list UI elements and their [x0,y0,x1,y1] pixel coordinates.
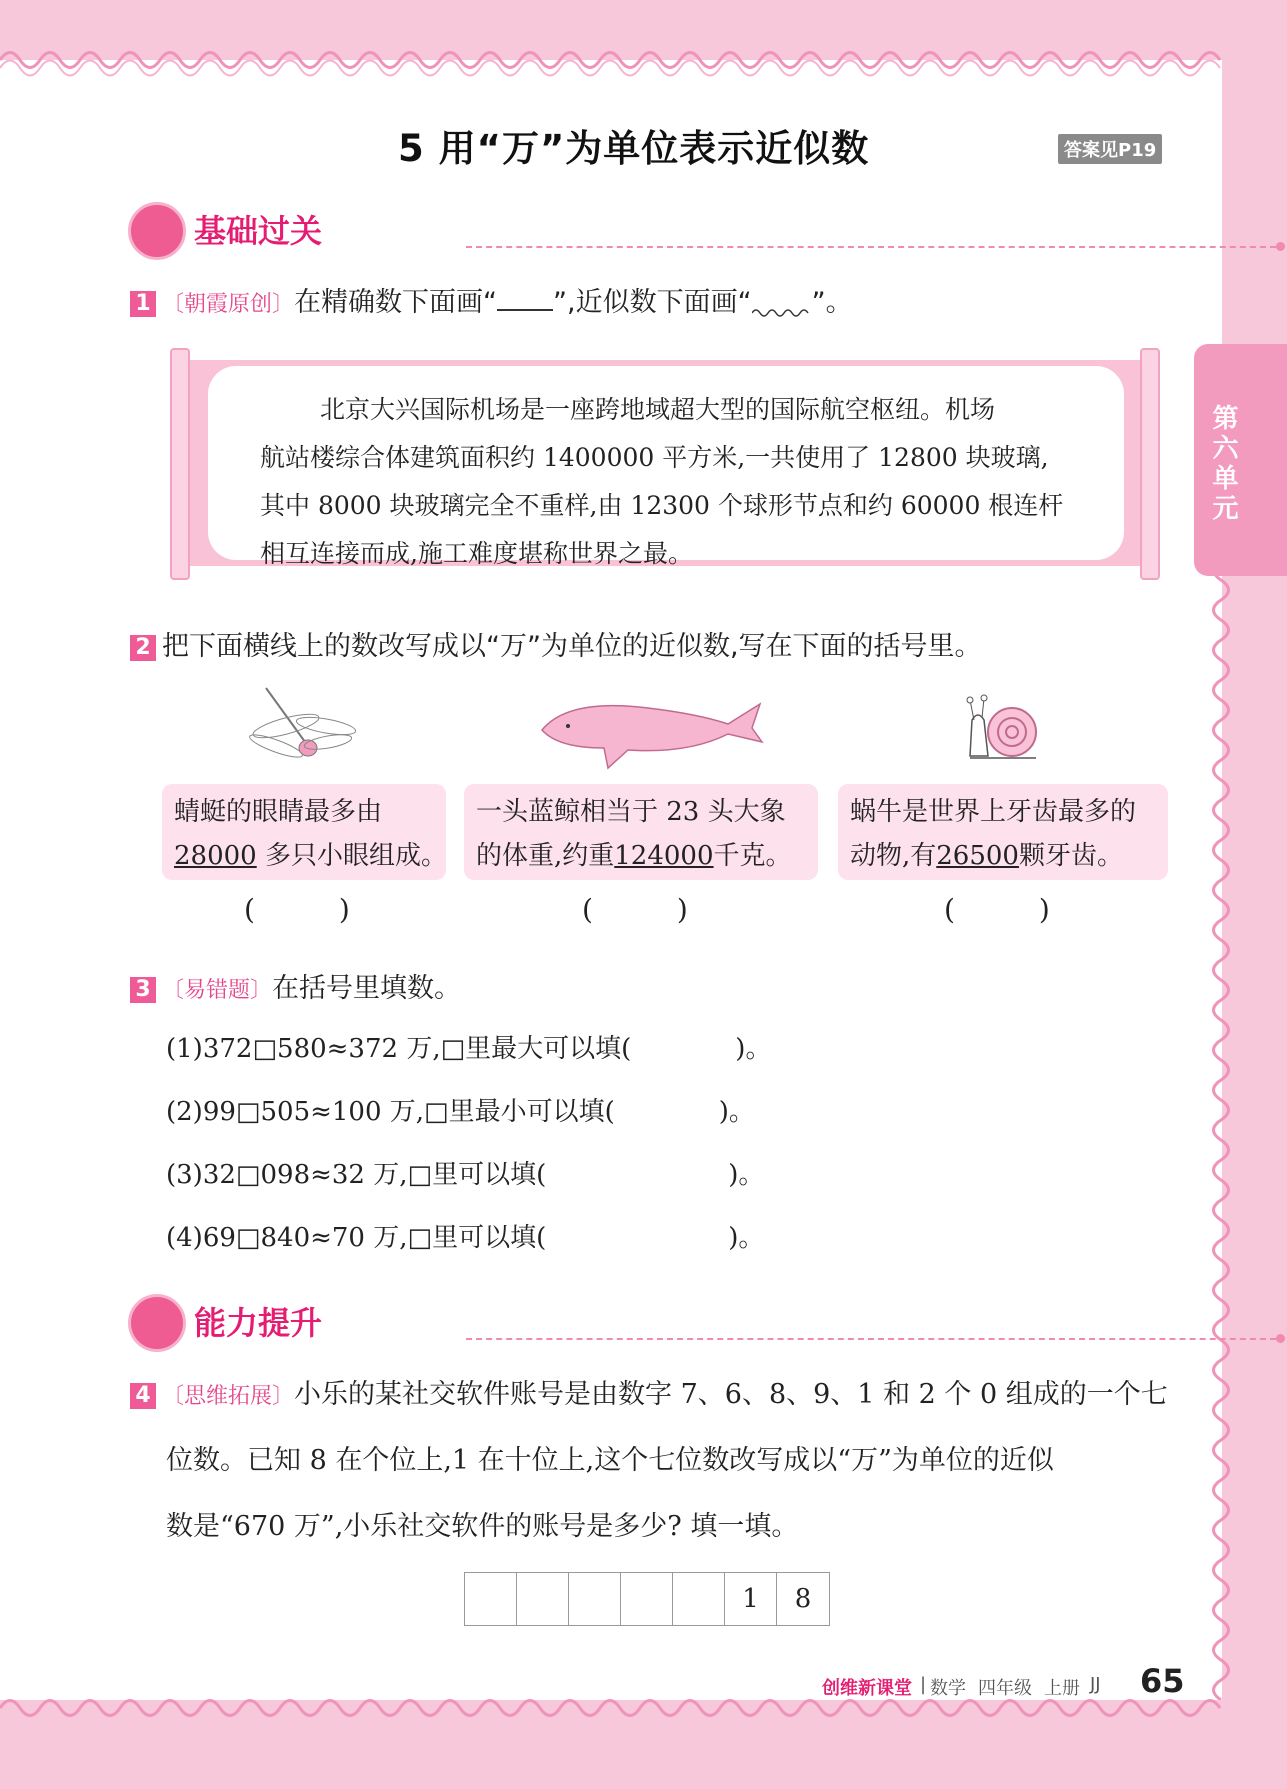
answer-reference: 答案见P19 [1058,134,1162,164]
q1-text-a: 在精确数下面画“ [294,287,498,318]
q3-item[interactable]: (2)99□505≈100 万,□里最小可以填( )。 [166,1097,755,1127]
underlined-number: 26500 [936,841,1019,871]
footer-separator: | [920,1674,927,1695]
fact-line [476,834,806,878]
question-tag: 〔易错题〕 [162,978,273,1003]
passage-text [260,386,1130,578]
passage-line[interactable]: 其中 8000 块玻璃完全不重样,由 12300 个球形节点和约 60000 根连杆 [260,491,1064,520]
dots-ornament-icon [1276,236,1287,255]
footer-edition: JJ [1090,1674,1101,1695]
passage-line[interactable]: 北京大兴国际机场是一座跨地域超大型的国际航空枢纽。机场 [320,395,996,424]
digit-cell[interactable] [621,1573,673,1625]
underlined-number: 28000 [174,841,257,871]
section-divider [466,246,1276,248]
scroll-rod-left [170,348,190,580]
fact-rest: 多只小眼组成。 [264,841,447,871]
passage-line[interactable]: 航站楼综合体建筑面积约 1400000 平方米,一共使用了 12800 块玻璃, [260,443,1049,472]
dots-ornament-icon [1276,1328,1287,1347]
section-advanced-header [126,1292,1287,1352]
fact-rest: 千克。 [713,841,792,871]
snail-icon [966,694,1040,764]
q4-text-line: 位数。已知 8 在个位上,1 在十位上,这个七位数改写成以“万”为单位的近似 [166,1445,1054,1476]
q3-item[interactable]: (3)32□098≈32 万,□里可以填( )。 [166,1160,765,1190]
question-tag: 〔朝霞原创〕 [162,292,295,317]
digit-cell[interactable]: 8 [794,1584,812,1614]
fact-line: 一头蓝鲸相当于 23 头大象 [476,797,786,827]
question-number: 4 [130,1383,156,1409]
q3-item[interactable]: (4)69□840≈70 万,□里可以填( )。 [166,1223,765,1253]
fact-rest: 颗牙齿。 [1018,841,1123,871]
answer-paren[interactable]: ( ) [244,893,350,926]
footer-term: 上册 [1044,1678,1080,1699]
answer-paren[interactable]: ( ) [944,893,1050,926]
section-basic-header [126,200,1287,260]
dragonfly-icon [246,686,358,774]
question-number: 1 [130,291,156,317]
question-3 [130,966,461,1005]
fact-line [174,834,447,878]
cartoon-avatar-icon [128,1294,186,1352]
account-digit-grid [464,1572,830,1626]
q3-item[interactable]: (1)372□580≈372 万,□里最大可以填( )。 [166,1034,772,1064]
q1-text-b: ”,近似数下面画“ [553,287,752,318]
whale-icon [538,694,764,774]
fact-line: 蜻蜓的眼睛最多由 [174,797,383,827]
digit-cell[interactable] [517,1573,569,1625]
straight-underline-sample [497,309,553,311]
q4-text-line: 小乐的某社交软件账号是由数字 7、6、8、9、1 和 2 个 0 组成的一个七 [294,1379,1168,1410]
page-title: 5 用“万”为单位表示近似数 [398,127,870,170]
digit-cell[interactable]: 1 [725,1573,777,1625]
q4-text-line: 数是“670 万”,小乐社交软件的账号是多少? 填一填。 [166,1511,799,1542]
q3-text: 在括号里填数。 [272,973,462,1004]
section-title-advanced: 能力提升 [194,1304,323,1342]
unit-side-tab [1194,344,1287,576]
digit-cell[interactable] [465,1573,517,1625]
question-4-line-1 [130,1372,1168,1411]
footer-subject: 数学 [930,1678,966,1699]
question-number: 2 [130,635,156,661]
page-number: 65 [1140,1662,1185,1700]
passage-card [208,366,1124,568]
fact-pre: 动物,有 [850,841,937,871]
fact-box-dragonfly [162,784,446,880]
fact-box-snail [838,784,1168,880]
question-number: 3 [130,977,156,1003]
wavy-underline-sample [752,303,812,317]
cartoon-avatar-icon [128,202,186,260]
question-1 [130,280,853,319]
section-title-basic: 基础过关 [194,212,323,250]
digit-cell[interactable] [673,1573,725,1625]
question-tag: 〔思维拓展〕 [162,1384,295,1409]
passage-scroll [170,348,1158,576]
answer-paren[interactable]: ( ) [582,893,688,926]
footer-grade: 四年级 [978,1678,1032,1699]
right-wave-border [1206,560,1236,1700]
q1-text-c: ”。 [811,287,853,318]
digit-cell[interactable] [569,1573,621,1625]
top-wave-border [0,40,1287,80]
unit-label: 第六单元 [1208,404,1238,524]
footer-brand: 创维新课堂 [822,1678,912,1699]
question-2 [130,624,982,663]
fact-box-whale [464,784,818,880]
passage-line[interactable]: 相互连接而成,施工难度堪称世界之最。 [260,539,693,568]
fact-line [850,834,1156,878]
section-divider [466,1338,1276,1340]
fact-line: 蜗牛是世界上牙齿最多的 [850,797,1137,827]
q2-text: 把下面横线上的数改写成以“万”为单位的近似数,写在下面的括号里。 [162,631,982,662]
scroll-rod-right [1140,348,1160,580]
underlined-number: 124000 [614,841,714,871]
fact-pre: 的体重,约重 [476,841,615,871]
